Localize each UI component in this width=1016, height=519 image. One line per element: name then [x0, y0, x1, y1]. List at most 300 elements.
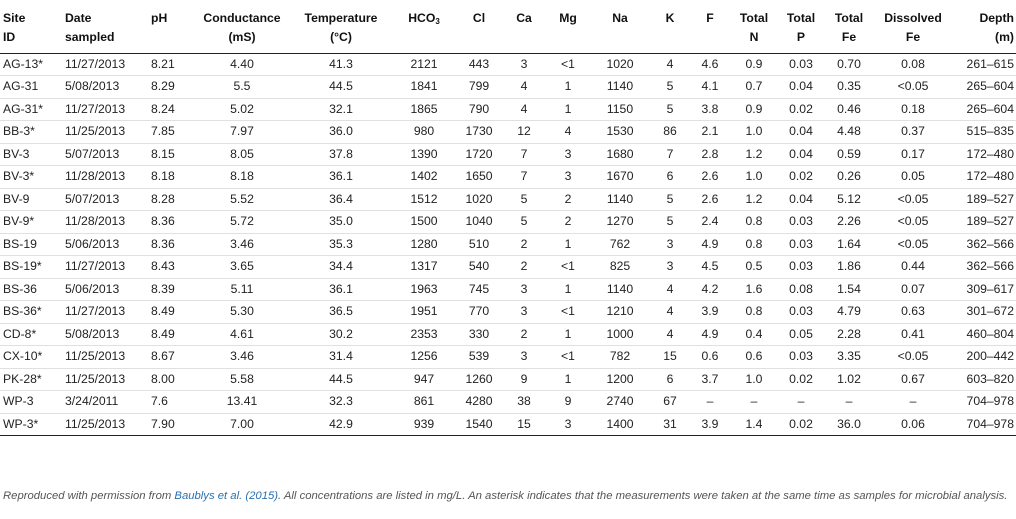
table-cell: 3: [546, 413, 590, 436]
table-cell: 11/25/2013: [62, 346, 148, 369]
table-cell: 12: [502, 121, 546, 144]
table-cell: 0.18: [874, 98, 952, 121]
site-id-cell: BB-3*: [0, 121, 62, 144]
table-cell: 8.24: [148, 98, 194, 121]
table-cell: –: [824, 391, 874, 414]
table-cell: 4.1: [690, 76, 730, 99]
column-header: [824, 0, 874, 53]
table-cell: 6: [650, 166, 690, 189]
table-cell: 2: [546, 188, 590, 211]
table-cell: 1720: [456, 143, 502, 166]
table-cell: 11/27/2013: [62, 301, 148, 324]
table-cell: 11/27/2013: [62, 53, 148, 76]
site-id-cell: AG-31: [0, 76, 62, 99]
table-cell: 2121: [392, 53, 456, 76]
table-row: [0, 76, 1016, 99]
table-cell: 362–566: [952, 233, 1016, 256]
column-header-label: F: [706, 11, 714, 25]
table-cell: –: [778, 391, 824, 414]
table-cell: 0.03: [778, 346, 824, 369]
site-id-cell: BV-9: [0, 188, 62, 211]
table-cell: 5: [650, 98, 690, 121]
table-row: [0, 233, 1016, 256]
table-cell: 2: [502, 323, 546, 346]
table-cell: 0.04: [778, 143, 824, 166]
citation-link[interactable]: Baublys et al. (2015): [174, 490, 279, 502]
table-cell: 1.54: [824, 278, 874, 301]
column-header-label: Temperature: [304, 11, 378, 25]
table-cell: 36.5: [290, 301, 392, 324]
table-cell: 3.46: [194, 346, 290, 369]
table-cell: 1951: [392, 301, 456, 324]
table-cell: 2353: [392, 323, 456, 346]
table-cell: 2740: [590, 391, 650, 414]
table-cell: 8.00: [148, 368, 194, 391]
table-cell: 37.8: [290, 143, 392, 166]
table-row: [0, 143, 1016, 166]
table-cell: <0.05: [874, 233, 952, 256]
table-cell: 1280: [392, 233, 456, 256]
column-header-label: Site: [3, 11, 26, 25]
table-cell: 4: [650, 278, 690, 301]
table-cell: 0.03: [778, 211, 824, 234]
column-header-unit: (m): [995, 30, 1014, 44]
table-cell: 1390: [392, 143, 456, 166]
table-cell: 8.05: [194, 143, 290, 166]
table-cell: 8.39: [148, 278, 194, 301]
table-cell: 8.15: [148, 143, 194, 166]
table-cell: <1: [546, 53, 590, 76]
table-cell: 1841: [392, 76, 456, 99]
table-cell: 1680: [590, 143, 650, 166]
table-cell: 1512: [392, 188, 456, 211]
table-cell: 2.26: [824, 211, 874, 234]
site-id-cell: BV-9*: [0, 211, 62, 234]
table-cell: 5: [650, 211, 690, 234]
table-cell: 9: [502, 368, 546, 391]
column-header: [290, 0, 392, 53]
table-cell: 861: [392, 391, 456, 414]
table-cell: 515–835: [952, 121, 1016, 144]
column-header-unit: (°C): [330, 30, 352, 44]
table-header: [0, 0, 1016, 53]
table-cell: 2.8: [690, 143, 730, 166]
column-header-unit: (mS): [228, 30, 256, 44]
table-cell: 1200: [590, 368, 650, 391]
column-header-label: Date: [65, 11, 92, 25]
table-cell: 11/27/2013: [62, 98, 148, 121]
table-cell: 0.04: [778, 76, 824, 99]
table-cell: 15: [502, 413, 546, 436]
column-header-label: K: [665, 11, 675, 25]
table-cell: 0.05: [874, 166, 952, 189]
table-cell: 44.5: [290, 76, 392, 99]
table-cell: <1: [546, 256, 590, 279]
footnote-prefix: Reproduced with permission from: [3, 490, 175, 502]
table-cell: 7: [502, 166, 546, 189]
table-cell: 8.49: [148, 323, 194, 346]
table-cell: 782: [590, 346, 650, 369]
table-cell: 2: [546, 211, 590, 234]
table-cell: 5/07/2013: [62, 143, 148, 166]
table-cell: 3.65: [194, 256, 290, 279]
table-cell: 11/28/2013: [62, 166, 148, 189]
table-cell: 0.8: [730, 233, 778, 256]
table-cell: 1.86: [824, 256, 874, 279]
table-footnote: [3, 488, 1013, 504]
table-cell: 7: [502, 143, 546, 166]
table-cell: 7.97: [194, 121, 290, 144]
table-row: [0, 256, 1016, 279]
table-cell: 4.9: [690, 233, 730, 256]
table-cell: 1140: [590, 188, 650, 211]
column-header: [62, 0, 148, 53]
table-cell: 1.0: [730, 121, 778, 144]
table-cell: 0.03: [778, 301, 824, 324]
table-cell: 1270: [590, 211, 650, 234]
table-cell: 8.49: [148, 301, 194, 324]
table-cell: 0.6: [730, 346, 778, 369]
table-cell: 3.8: [690, 98, 730, 121]
column-header-label: Conductance: [203, 11, 281, 25]
table-row: [0, 278, 1016, 301]
table-cell: 947: [392, 368, 456, 391]
table-cell: 265–604: [952, 98, 1016, 121]
table-cell: 939: [392, 413, 456, 436]
table-cell: 1150: [590, 98, 650, 121]
table-cell: 1260: [456, 368, 502, 391]
table-cell: 540: [456, 256, 502, 279]
column-header: [148, 0, 194, 53]
table-cell: 770: [456, 301, 502, 324]
table-cell: 4.2: [690, 278, 730, 301]
table-cell: 4: [650, 323, 690, 346]
table-cell: 36.0: [824, 413, 874, 436]
table-cell: 5: [502, 188, 546, 211]
table-cell: <1: [546, 301, 590, 324]
table-cell: 1963: [392, 278, 456, 301]
column-header-unit: ID: [3, 30, 16, 44]
column-header: [194, 0, 290, 53]
table-cell: 1670: [590, 166, 650, 189]
table-cell: 1.64: [824, 233, 874, 256]
column-header-label: Dissolved: [884, 11, 942, 25]
table-cell: 7.00: [194, 413, 290, 436]
table-row: [0, 413, 1016, 436]
table-cell: 0.03: [778, 233, 824, 256]
table-cell: 0.17: [874, 143, 952, 166]
column-header-unit: P: [796, 30, 806, 44]
table-cell: 980: [392, 121, 456, 144]
table-cell: 0.35: [824, 76, 874, 99]
table-cell: 539: [456, 346, 502, 369]
table-cell: 0.26: [824, 166, 874, 189]
table-cell: 0.9: [730, 53, 778, 76]
table-body: [0, 53, 1016, 436]
table-cell: 2.1: [690, 121, 730, 144]
table-cell: 31.4: [290, 346, 392, 369]
column-header: [392, 0, 456, 53]
table-cell: 603–820: [952, 368, 1016, 391]
table-cell: 3: [650, 233, 690, 256]
table-cell: 86: [650, 121, 690, 144]
table-cell: <0.05: [874, 211, 952, 234]
column-header-label: Total: [739, 11, 769, 25]
table-cell: 5.02: [194, 98, 290, 121]
table-cell: 3/24/2011: [62, 391, 148, 414]
column-header-label: Na: [612, 11, 628, 25]
table-cell: 460–804: [952, 323, 1016, 346]
table-row: [0, 323, 1016, 346]
table-cell: 4: [546, 121, 590, 144]
table-cell: 0.37: [874, 121, 952, 144]
table-cell: 0.04: [778, 188, 824, 211]
column-header-label: Mg: [559, 11, 577, 25]
table-cell: 3.7: [690, 368, 730, 391]
table-cell: 3: [502, 53, 546, 76]
table-cell: 11/25/2013: [62, 413, 148, 436]
table-cell: 1.0: [730, 368, 778, 391]
table-cell: 3.9: [690, 413, 730, 436]
table-cell: 3: [502, 278, 546, 301]
table-cell: 31: [650, 413, 690, 436]
table-cell: 36.4: [290, 188, 392, 211]
table-cell: 189–527: [952, 211, 1016, 234]
table-cell: 1400: [590, 413, 650, 436]
table-cell: 8.18: [194, 166, 290, 189]
table-cell: 5/06/2013: [62, 233, 148, 256]
table-cell: 0.07: [874, 278, 952, 301]
table-cell: 2.6: [690, 188, 730, 211]
column-header: [650, 0, 690, 53]
column-header-unit: N: [749, 30, 759, 44]
column-header-label: HCO: [408, 11, 436, 25]
table-cell: 36.1: [290, 278, 392, 301]
table-cell: 1317: [392, 256, 456, 279]
table-cell: 7: [650, 143, 690, 166]
table-cell: 1.6: [730, 278, 778, 301]
footnote-suffix: . All concentrations are listed in mg/L. An asterisk indicates that the measurements were taken at the same time as samples for microbial analysis.: [278, 490, 1008, 502]
column-header: [590, 0, 650, 53]
table-cell: 0.02: [778, 98, 824, 121]
table-cell: <0.05: [874, 346, 952, 369]
table-cell: –: [874, 391, 952, 414]
table-cell: 510: [456, 233, 502, 256]
table-cell: 172–480: [952, 143, 1016, 166]
table-cell: 0.46: [824, 98, 874, 121]
table-cell: 1500: [392, 211, 456, 234]
table-cell: 0.44: [874, 256, 952, 279]
table-cell: 0.6: [690, 346, 730, 369]
column-header: [778, 0, 824, 53]
table-cell: 34.4: [290, 256, 392, 279]
table-cell: 4.5: [690, 256, 730, 279]
column-header-label: Ca: [516, 11, 532, 25]
table-cell: 1.0: [730, 166, 778, 189]
table-row: [0, 346, 1016, 369]
table-cell: 36.1: [290, 166, 392, 189]
table-row: [0, 98, 1016, 121]
table-cell: 35.3: [290, 233, 392, 256]
column-header-label: Total: [834, 11, 864, 25]
table-row: [0, 391, 1016, 414]
column-header: [0, 0, 62, 53]
table-cell: 172–480: [952, 166, 1016, 189]
table-cell: 4.9: [690, 323, 730, 346]
site-id-cell: BV-3: [0, 143, 62, 166]
table-cell: 8.36: [148, 233, 194, 256]
table-cell: 1040: [456, 211, 502, 234]
table-cell: 42.9: [290, 413, 392, 436]
table-cell: 5/08/2013: [62, 76, 148, 99]
table-cell: 4: [502, 76, 546, 99]
table-cell: 0.03: [778, 53, 824, 76]
column-header: [952, 0, 1016, 53]
table-cell: 1.02: [824, 368, 874, 391]
table-row: [0, 368, 1016, 391]
table-cell: 11/25/2013: [62, 121, 148, 144]
table-cell: 8.18: [148, 166, 194, 189]
table-cell: 1210: [590, 301, 650, 324]
table-cell: 0.5: [730, 256, 778, 279]
table-cell: 5.52: [194, 188, 290, 211]
table-cell: 1: [546, 233, 590, 256]
table-cell: 4.61: [194, 323, 290, 346]
table-row: [0, 301, 1016, 324]
column-header-label: Cl: [472, 11, 486, 25]
table-cell: 13.41: [194, 391, 290, 414]
site-id-cell: CD-8*: [0, 323, 62, 346]
table-cell: <0.05: [874, 188, 952, 211]
table-cell: 5.72: [194, 211, 290, 234]
table-cell: 3: [502, 301, 546, 324]
table-cell: 799: [456, 76, 502, 99]
column-header-unit: Fe: [905, 30, 921, 44]
table-cell: 1530: [590, 121, 650, 144]
table-cell: 2: [502, 256, 546, 279]
table-cell: 1540: [456, 413, 502, 436]
table-cell: 1: [546, 98, 590, 121]
table-cell: 443: [456, 53, 502, 76]
site-id-cell: PK-28*: [0, 368, 62, 391]
table-cell: 3: [546, 166, 590, 189]
table-cell: 330: [456, 323, 502, 346]
site-id-cell: AG-31*: [0, 98, 62, 121]
table-cell: 3.9: [690, 301, 730, 324]
table-cell: 5.58: [194, 368, 290, 391]
table-cell: –: [690, 391, 730, 414]
table-cell: 2.28: [824, 323, 874, 346]
column-header-label: Depth: [979, 11, 1014, 25]
table-cell: 0.8: [730, 301, 778, 324]
table-cell: 8.28: [148, 188, 194, 211]
table-cell: 1730: [456, 121, 502, 144]
table-cell: 1.2: [730, 188, 778, 211]
table-cell: 8.36: [148, 211, 194, 234]
table-cell: 790: [456, 98, 502, 121]
table-row: [0, 166, 1016, 189]
table-cell: 11/28/2013: [62, 211, 148, 234]
site-id-cell: BS-19: [0, 233, 62, 256]
table-cell: 0.7: [730, 76, 778, 99]
table-cell: 41.3: [290, 53, 392, 76]
table-cell: 1.2: [730, 143, 778, 166]
table-cell: 15: [650, 346, 690, 369]
column-header-unit: sampled: [65, 30, 115, 44]
table-cell: 5.11: [194, 278, 290, 301]
table-cell: 189–527: [952, 188, 1016, 211]
table-cell: 1: [546, 278, 590, 301]
table-cell: 8.43: [148, 256, 194, 279]
table-cell: –: [730, 391, 778, 414]
column-header: [546, 0, 590, 53]
table-cell: 7.90: [148, 413, 194, 436]
table-row: [0, 121, 1016, 144]
table-cell: 4: [650, 53, 690, 76]
table-cell: 704–978: [952, 413, 1016, 436]
column-header: [690, 0, 730, 53]
table-cell: 1256: [392, 346, 456, 369]
table-cell: 3.35: [824, 346, 874, 369]
table-cell: 1140: [590, 76, 650, 99]
table-cell: 0.02: [778, 166, 824, 189]
site-id-cell: BV-3*: [0, 166, 62, 189]
table-cell: 1140: [590, 278, 650, 301]
site-id-cell: CX-10*: [0, 346, 62, 369]
table-cell: 0.59: [824, 143, 874, 166]
table-cell: 5.30: [194, 301, 290, 324]
site-id-cell: AG-13*: [0, 53, 62, 76]
table-cell: 5: [650, 76, 690, 99]
site-id-cell: WP-3: [0, 391, 62, 414]
table-cell: 5.5: [194, 76, 290, 99]
table-cell: 32.3: [290, 391, 392, 414]
table-cell: 261–615: [952, 53, 1016, 76]
table-cell: <0.05: [874, 76, 952, 99]
table-cell: 5/08/2013: [62, 323, 148, 346]
table-cell: 200–442: [952, 346, 1016, 369]
table-cell: 0.06: [874, 413, 952, 436]
table-cell: 0.9: [730, 98, 778, 121]
table-cell: 30.2: [290, 323, 392, 346]
table-cell: 0.4: [730, 323, 778, 346]
table-cell: 0.05: [778, 323, 824, 346]
table-cell: 0.63: [874, 301, 952, 324]
table-cell: 6: [650, 368, 690, 391]
site-id-cell: BS-36*: [0, 301, 62, 324]
table-cell: 762: [590, 233, 650, 256]
table-cell: 4280: [456, 391, 502, 414]
table-cell: 8.21: [148, 53, 194, 76]
table-cell: <1: [546, 346, 590, 369]
table-cell: 4.48: [824, 121, 874, 144]
table-cell: 745: [456, 278, 502, 301]
table-cell: 1: [546, 76, 590, 99]
site-id-cell: BS-36: [0, 278, 62, 301]
column-header-unit: Fe: [841, 30, 857, 44]
table-cell: 0.04: [778, 121, 824, 144]
table-cell: 1.4: [730, 413, 778, 436]
table-cell: 36.0: [290, 121, 392, 144]
table-row: [0, 53, 1016, 76]
table-cell: 35.0: [290, 211, 392, 234]
table-cell: 3: [650, 256, 690, 279]
table-cell: 301–672: [952, 301, 1016, 324]
table-cell: 1020: [456, 188, 502, 211]
table-cell: 3: [502, 346, 546, 369]
column-header-label: pH: [151, 11, 168, 25]
table-cell: 0.08: [778, 278, 824, 301]
